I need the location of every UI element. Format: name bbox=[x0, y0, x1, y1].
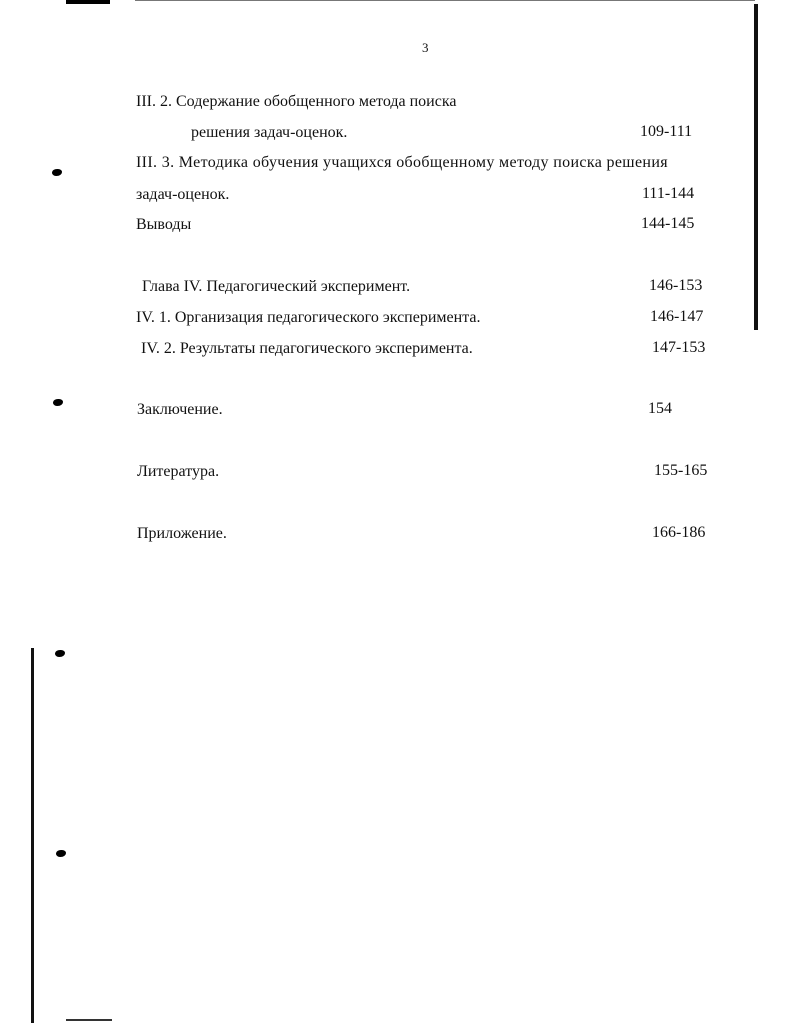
toc-entry-title: Литература. bbox=[137, 463, 220, 480]
toc-entry-pages: 109-111 bbox=[640, 123, 693, 140]
toc-entry-title: III. 3. Методика обучения учащихся обобщенному методу поиска решения bbox=[136, 154, 668, 171]
toc-entry-title: III. 2. Содержание обобщенного метода поиска bbox=[136, 93, 457, 110]
scan-edge-mark bbox=[66, 0, 110, 4]
binding-hole-mark bbox=[52, 169, 62, 176]
toc-entry-pages: 147-153 bbox=[652, 339, 706, 356]
toc-entry-pages: 154 bbox=[648, 400, 672, 417]
page-number: 3 bbox=[422, 40, 429, 55]
binding-hole-mark bbox=[55, 650, 65, 657]
toc-entry-title: IV. 1. Организация педагогического эксперимента. bbox=[136, 309, 481, 326]
toc-entry-title: Глава IV. Педагогический эксперимент. bbox=[142, 278, 411, 295]
toc-entry-title: Приложение. bbox=[137, 525, 227, 542]
toc-entry-title: Выводы bbox=[136, 216, 192, 233]
toc-entry-pages: 166-186 bbox=[652, 524, 706, 541]
binding-hole-mark bbox=[53, 399, 63, 406]
scan-edge-left bbox=[31, 648, 34, 1023]
toc-entry-title: IV. 2. Результаты педагогического эксперимента. bbox=[141, 340, 473, 357]
toc-entry-pages: 146-147 bbox=[650, 308, 704, 325]
toc-entry-title-cont: задач-оценок. bbox=[136, 186, 230, 203]
toc-entry-title: Заключение. bbox=[137, 401, 223, 418]
scan-edge-right bbox=[754, 4, 758, 330]
binding-hole-mark bbox=[56, 850, 66, 857]
toc-entry-pages: 111-144 bbox=[642, 185, 695, 202]
toc-entry-pages: 144-145 bbox=[641, 215, 695, 232]
scan-edge-line bbox=[135, 0, 755, 1]
toc-entry-pages: 155-165 bbox=[654, 462, 708, 479]
toc-entry-title-cont: решения задач-оценок. bbox=[191, 124, 348, 141]
scan-edge-bottom bbox=[66, 1019, 112, 1021]
toc-entry-pages: 146-153 bbox=[649, 277, 703, 294]
